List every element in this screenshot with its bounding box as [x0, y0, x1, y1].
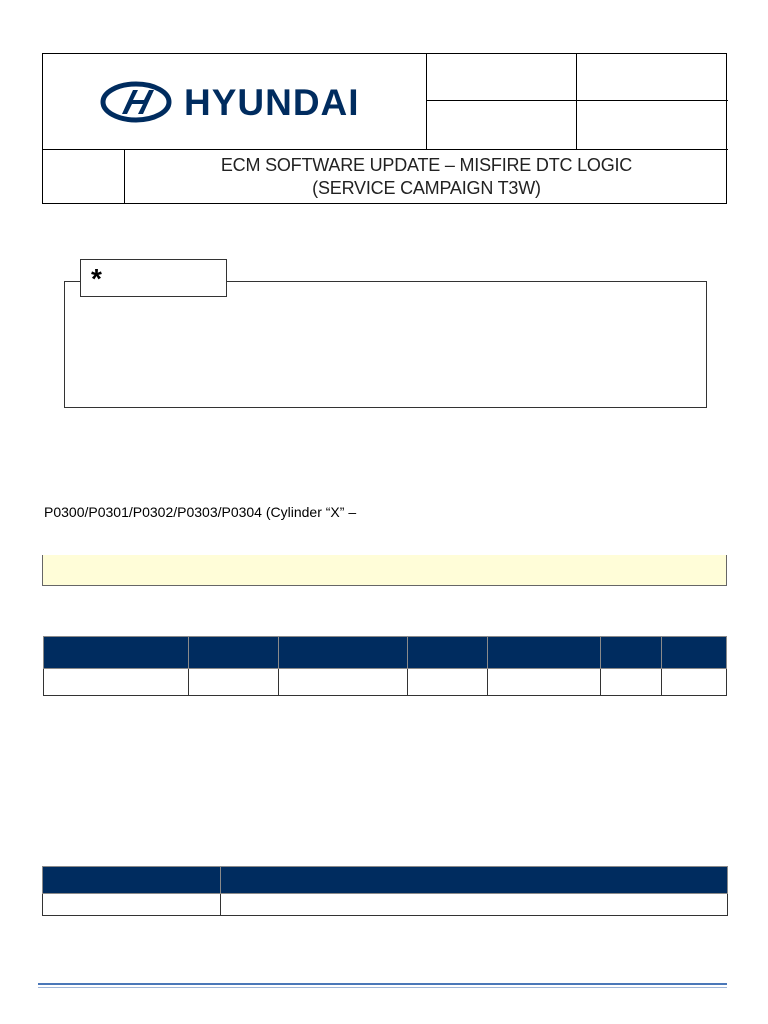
table-cell — [189, 669, 279, 696]
table-header-cell — [44, 637, 189, 669]
table-header-cell — [189, 637, 279, 669]
table-header-cell — [662, 637, 727, 669]
highlight-bar — [42, 555, 727, 586]
note-box — [64, 281, 707, 408]
table-cell — [44, 669, 189, 696]
title-line-2: (SERVICE CAMPAIGN T3W) — [312, 178, 541, 198]
header-divider — [426, 54, 427, 150]
table-header-cell — [43, 867, 221, 894]
document-title — [125, 150, 728, 204]
table-header-row — [43, 867, 728, 894]
table-header-cell — [601, 637, 662, 669]
table-cell — [221, 894, 728, 916]
document-header — [42, 53, 727, 204]
footer-rule — [38, 983, 727, 985]
table-header-cell — [488, 637, 601, 669]
table-cell — [279, 669, 408, 696]
title-line-1: ECM SOFTWARE UPDATE – MISFIRE DTC LOGIC — [220, 155, 633, 175]
dtc-codes-text: P0300/P0301/P0302/P0303/P0304 (Cylinder “X” – — [44, 504, 357, 520]
table-header-row — [44, 637, 727, 669]
table-header-cell — [279, 637, 408, 669]
table-cell — [408, 669, 488, 696]
brand-wordmark: HYUNDAI — [183, 82, 360, 123]
header-divider — [576, 54, 577, 150]
hyundai-emblem-icon — [100, 80, 370, 124]
table-cell — [601, 669, 662, 696]
table-cell — [43, 894, 221, 916]
table-header-cell — [408, 637, 488, 669]
info-table — [42, 866, 728, 916]
table-cell — [662, 669, 727, 696]
table-row — [43, 894, 728, 916]
hyundai-logo — [43, 54, 426, 150]
header-divider — [426, 100, 728, 101]
table-header-cell — [221, 867, 728, 894]
note-tab — [80, 259, 227, 297]
table-row — [44, 669, 727, 696]
footer-rule — [38, 987, 727, 988]
table-cell — [488, 669, 601, 696]
parts-table — [43, 636, 727, 696]
note-asterisk: * — [91, 263, 102, 294]
